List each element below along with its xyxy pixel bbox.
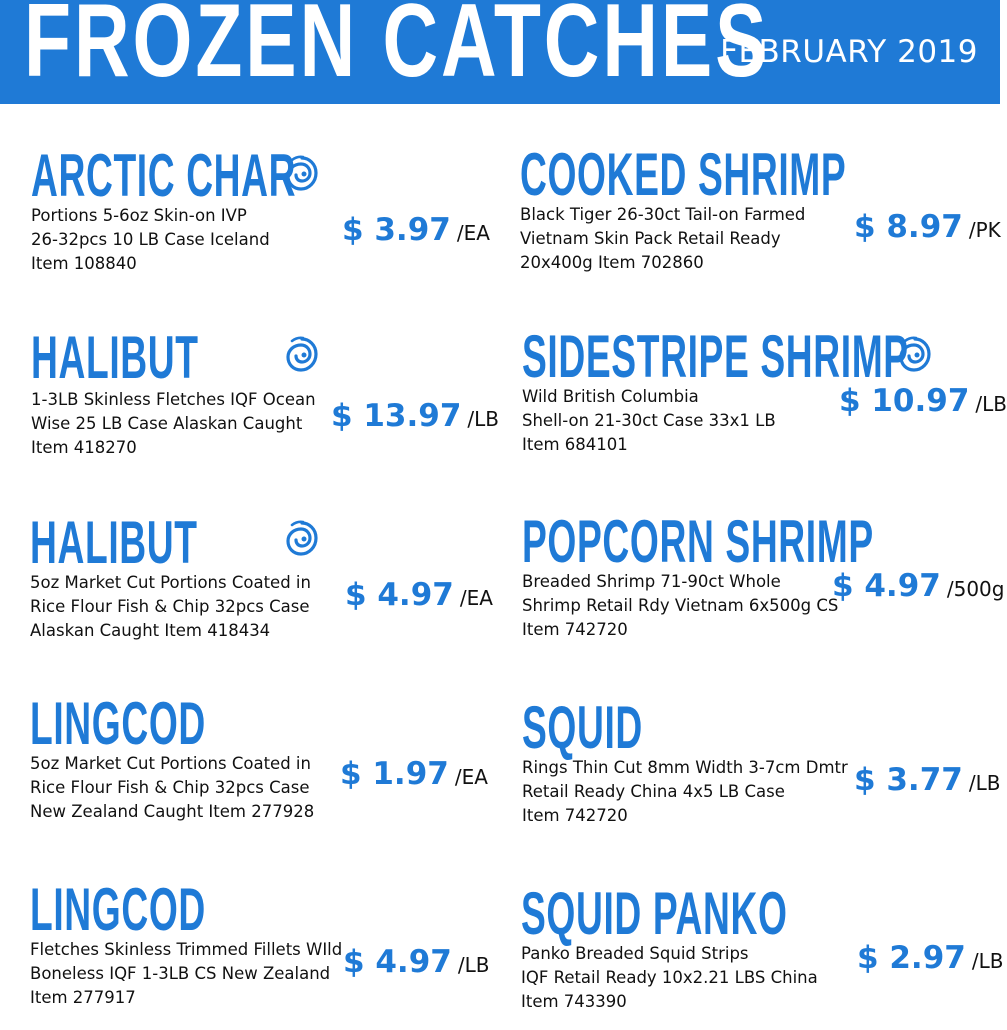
price-unit: /LB	[467, 407, 500, 431]
product-name: LINGCOD	[30, 876, 206, 943]
price-unit: /EA	[456, 221, 490, 245]
product-description: Wild British Columbia Shell-on 21-30ct Case 33x1 LB Item 684101	[522, 387, 776, 454]
product-item-squid	[522, 694, 1001, 838]
ocean-wise-fish-logo-icon	[285, 521, 319, 557]
price-unit: /LB	[968, 771, 1001, 795]
product-item-arctic-char	[31, 142, 491, 286]
product-name: COOKED SHRIMP	[520, 141, 847, 208]
product-name: LINGCOD	[30, 690, 206, 757]
price-amount: $ 8.97	[854, 209, 963, 245]
product-description: Breaded Shrimp 71-90ct Whole Shrimp Retail Rdy Vietnam 6x500g CS Item 742720	[522, 572, 839, 639]
price-unit: /EA	[459, 586, 493, 610]
product-item-squid-panko	[521, 880, 1004, 1024]
price-amount: $ 13.97	[331, 398, 462, 434]
price-amount: $ 4.97	[343, 944, 452, 980]
product-price	[340, 756, 488, 792]
product-description: 1-3LB Skinless Fletches IQF Ocean Wise 25 LB Case Alaskan Caught Item 418270	[31, 390, 316, 457]
product-item-cooked-shrimp	[520, 141, 1001, 285]
price-amount: $ 4.97	[832, 568, 941, 604]
product-name: ARCTIC CHAR	[31, 142, 297, 209]
product-item-halibut-fletches	[31, 324, 500, 468]
product-description: 5oz Market Cut Portions Coated in Rice Flour Fish & Chip 32pcs Case Alaskan Caught Item 418434	[30, 573, 311, 640]
price-amount: $ 2.97	[857, 940, 966, 976]
product-description: Portions 5-6oz Skin-on IVP 26-32pcs 10 LB Case Iceland Item 108840	[31, 206, 270, 273]
product-item-lingcod-fletches	[30, 876, 490, 1020]
price-amount: $ 3.97	[342, 212, 451, 248]
product-price	[331, 398, 499, 434]
product-name: SQUID PANKO	[521, 880, 788, 947]
product-description: 5oz Market Cut Portions Coated in Rice Flour Fish & Chip 32pcs Case New Zealand Caught Item 277928	[30, 754, 315, 821]
product-description: Rings Thin Cut 8mm Width 3-7cm Dmtr Retail Ready China 4x5 LB Case Item 742720	[522, 758, 848, 825]
header-banner	[0, 0, 1000, 104]
product-name: SIDESTRIPE SHRIMP	[522, 323, 909, 390]
price-unit: /LB	[971, 949, 1004, 973]
product-name: HALIBUT	[31, 324, 199, 391]
ocean-wise-fish-logo-icon	[285, 337, 319, 373]
product-price	[343, 944, 489, 980]
product-price	[345, 577, 493, 613]
price-amount: $ 4.97	[345, 577, 454, 613]
price-unit: /EA	[454, 765, 488, 789]
price-unit: /500g	[946, 577, 1005, 601]
product-price	[857, 940, 1003, 976]
price-amount: $ 3.77	[854, 762, 963, 798]
page-title: FROZEN CATCHES	[24, 0, 770, 99]
product-price	[342, 212, 490, 248]
product-price	[839, 383, 1007, 419]
price-unit: /PK	[968, 218, 1001, 242]
product-item-lingcod-portions	[30, 690, 490, 834]
product-name: SQUID	[522, 694, 643, 761]
product-item-popcorn-shrimp	[522, 508, 1005, 652]
ocean-wise-fish-logo-icon	[285, 156, 319, 192]
ocean-wise-fish-logo-icon	[898, 337, 932, 373]
product-description: Black Tiger 26-30ct Tail-on Farmed Vietnam Skin Pack Retail Ready 20x400g Item 702860	[520, 205, 806, 272]
price-amount: $ 10.97	[839, 383, 970, 419]
price-unit: /LB	[457, 953, 490, 977]
product-item-halibut-portions	[30, 509, 493, 653]
product-name: POPCORN SHRIMP	[522, 508, 874, 575]
product-description: Panko Breaded Squid Strips IQF Retail Ready 10x2.21 LBS China Item 743390	[521, 944, 818, 1011]
product-description: Fletches Skinless Trimmed Fillets WIld Boneless IQF 1-3LB CS New Zealand Item 277917	[30, 940, 343, 1007]
product-price	[854, 762, 1000, 798]
product-name: HALIBUT	[30, 509, 198, 576]
issue-date: FEBRUARY 2019	[720, 34, 978, 70]
product-price	[832, 568, 1004, 604]
price-amount: $ 1.97	[340, 756, 449, 792]
price-unit: /LB	[975, 392, 1007, 416]
product-price	[854, 209, 1001, 245]
